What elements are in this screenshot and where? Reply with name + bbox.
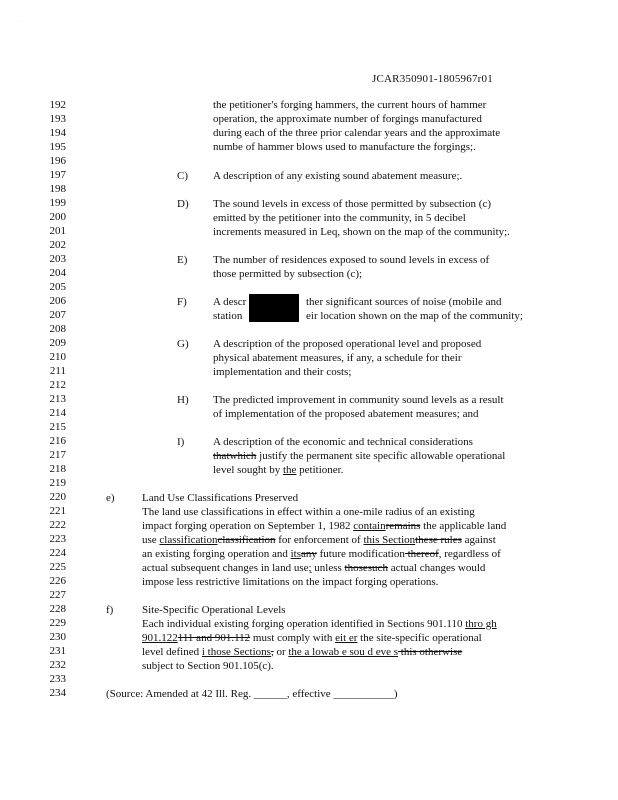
line-number: 222 [49, 519, 66, 531]
struck-text: such [367, 562, 388, 574]
inserted-text: the a lowab e sou d eve s [288, 646, 399, 658]
item-g-label: G) [177, 338, 189, 350]
item-h-text: of implementation of the proposed abatement measures; and [213, 408, 479, 420]
line-number: 204 [49, 267, 66, 279]
line-number: 199 [49, 197, 66, 209]
section-f-text: 901.122111 and 901.112 must comply with eit er the site-specific operational [142, 632, 482, 644]
struck-text: this otherwise [398, 646, 463, 658]
section-f-heading: Site-Specific Operational Levels [142, 604, 286, 616]
line-number: 218 [49, 463, 66, 475]
item-c-text: A description of any existing sound abatement measure;. [213, 170, 463, 182]
section-e-text: use classificationclassification for enforcement of this Sectionthese rules against [142, 534, 496, 546]
reg-blank: ______ [253, 688, 287, 700]
inserted-text: classification [159, 534, 218, 546]
line-number: 192 [49, 99, 66, 111]
line-number: 194 [49, 127, 66, 139]
section-e-text: actual subsequent changes in land use; unless thosesuch actual changes would [142, 562, 486, 574]
line-number: 220 [49, 491, 66, 503]
line-number: 206 [49, 295, 66, 307]
item-h-label: H) [177, 394, 189, 406]
inserted-text: ; [308, 562, 312, 574]
line-number: 231 [49, 645, 66, 657]
section-e-label: e) [106, 492, 115, 504]
inserted-text: i those Sections [201, 646, 271, 658]
struck-text: 111 and 901.112 [177, 632, 251, 644]
struck-text: thereof [404, 548, 439, 560]
line-number: 227 [49, 589, 66, 601]
struck-text: remains [385, 520, 421, 532]
line-number: 230 [49, 631, 66, 643]
line-number: 196 [49, 155, 66, 167]
item-h-text: The predicted improvement in community sound levels as a result [213, 394, 504, 406]
section-f-text: level defined i those Sections, or the a lowab e sou d eve s this otherwise [142, 646, 463, 658]
line-number: 209 [49, 337, 66, 349]
item-f-text-end: ther significant sources of noise (mobile and [306, 296, 502, 308]
item-d-label: D) [177, 198, 189, 210]
item-i-label: I) [177, 436, 185, 448]
struck-text: those [344, 562, 368, 574]
item-d-text: The sound levels in excess of those permitted by subsection (c) [213, 198, 491, 210]
line-number: 202 [49, 239, 66, 251]
line-number: 232 [49, 659, 66, 671]
opening-line: operation, the approximate number of forgings manufactured [213, 113, 482, 125]
item-f-text-end: eir location shown on the map of the community; [306, 310, 523, 322]
line-number: 193 [49, 113, 66, 125]
inserted-text: thro gh [465, 618, 497, 630]
item-f-label: F) [177, 296, 187, 308]
struck-text: classification [217, 534, 276, 546]
line-number: 225 [49, 561, 66, 573]
line-number: 198 [49, 183, 66, 195]
section-e-text: The land use classifications in effect within a one-mile radius of an existing [142, 506, 475, 518]
line-number: 197 [49, 169, 66, 181]
line-number: 228 [49, 603, 66, 615]
line-number: 212 [49, 379, 66, 391]
item-i-text: A description of the economic and technical considerations [213, 436, 473, 448]
line-number: 215 [49, 421, 66, 433]
inserted-text: the [282, 464, 297, 476]
line-number: 221 [49, 505, 66, 517]
opening-line: the petitioner's forging hammers, the current hours of hammer [213, 99, 487, 111]
section-e-text: an existing forging operation and itsany future modification thereof, regardless of [142, 548, 501, 560]
line-number: 233 [49, 673, 66, 685]
opening-line: during each of the three prior calendar years and the approximate [213, 127, 501, 139]
item-f-text-start: A descr [213, 296, 247, 308]
item-g-text: A description of the proposed operational level and proposed [213, 338, 482, 350]
opening-line: numbe of hammer blows used to manufacture the forgings;. [213, 141, 476, 153]
source-note: (Source: Amended at 42 Ill. Reg. ______, effective ___________) [106, 688, 398, 700]
inserted-text: 901.122 [142, 632, 178, 644]
line-number: 217 [49, 449, 66, 461]
document-id: JCAR350901-1805967r01 [372, 73, 493, 85]
inserted-text: this Section [363, 534, 416, 546]
effective-date-blank: ___________ [333, 688, 394, 700]
inserted-text: eit er [335, 632, 358, 644]
line-number: 224 [49, 547, 66, 559]
inserted-text: contain [353, 520, 386, 532]
item-g-text: physical abatement measures, if any, a schedule for their [213, 352, 462, 364]
line-number: 211 [49, 365, 66, 377]
redaction-block [249, 294, 299, 322]
item-g-text: implementation and their costs; [213, 366, 352, 378]
struck-text: these rules [415, 534, 462, 546]
line-number: 214 [49, 407, 66, 419]
item-i-text: level sought by the petitioner. [213, 464, 344, 476]
item-d-text: emitted by the petitioner into the community, in 5 decibel [213, 212, 466, 224]
item-d-text: increments measured in Leq, shown on the map of the community;. [213, 226, 510, 238]
line-number: 200 [49, 211, 66, 223]
scan-corner-mark: . [18, 18, 20, 24]
line-number: 226 [49, 575, 66, 587]
struck-text: any [300, 548, 317, 560]
line-number: 203 [49, 253, 66, 265]
item-i-text: thatwhich justify the permanent site specific allowable operational [213, 450, 506, 462]
inserted-text: its [290, 548, 301, 560]
section-e-text: impact forging operation on September 1, 1982 containremains the applicable land [142, 520, 507, 532]
item-e-text: The number of residences exposed to sound levels in excess of [213, 254, 490, 266]
line-number: 201 [49, 225, 66, 237]
item-c-label: C) [177, 170, 188, 182]
item-e-text: those permitted by subsection (c); [213, 268, 363, 280]
line-number: 234 [49, 687, 66, 699]
item-f-text-start: station [213, 310, 243, 322]
line-number: 210 [49, 351, 66, 363]
line-number: 229 [49, 617, 66, 629]
section-e-heading: Land Use Classifications Preserved [142, 492, 299, 504]
struck-text: thatwhich [213, 450, 257, 462]
line-number: 195 [49, 141, 66, 153]
section-f-text: Each individual existing forging operation identified in Sections 901.110 thro gh [142, 618, 497, 630]
item-e-label: E) [177, 254, 188, 266]
section-e-text: impose less restrictive limitations on the impact forging operations. [142, 576, 439, 588]
section-f-label: f) [106, 604, 114, 616]
line-number: 208 [49, 323, 66, 335]
line-number: 205 [49, 281, 66, 293]
line-number: 216 [49, 435, 66, 447]
struck-text: , [270, 646, 274, 658]
line-number: 207 [49, 309, 66, 321]
section-f-text: subject to Section 901.105(c). [142, 660, 274, 672]
line-number: 213 [49, 393, 66, 405]
line-number: 219 [49, 477, 66, 489]
line-number: 223 [49, 533, 66, 545]
